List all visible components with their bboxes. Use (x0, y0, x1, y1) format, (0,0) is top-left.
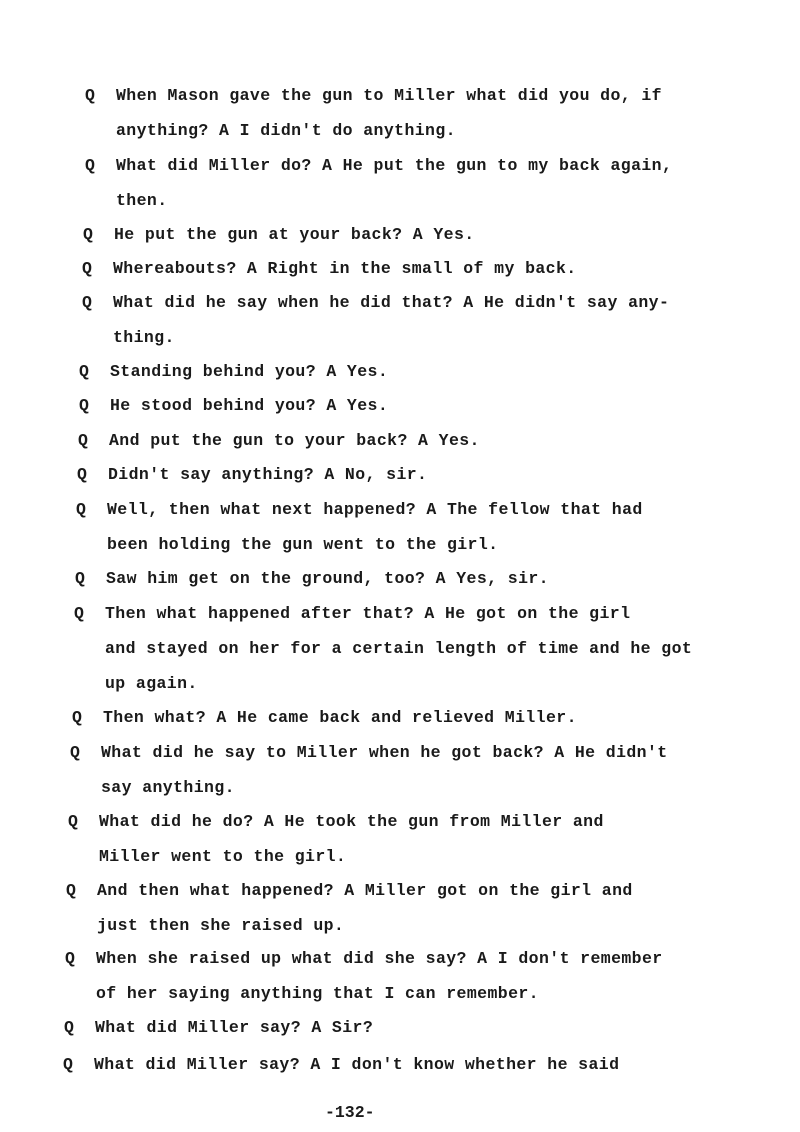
transcript-line: And then what happened? A Miller got on the girl and (97, 881, 633, 900)
transcript-line: When Mason gave the gun to Miller what did you do, if (116, 86, 662, 105)
transcript-line: What did Miller do? A He put the gun to my back again, (116, 156, 673, 175)
transcript-line: just then she raised up. (97, 916, 345, 935)
question-marker: Q (78, 431, 89, 450)
question-marker: Q (82, 293, 93, 312)
question-marker: Q (76, 500, 87, 519)
transcript-line: What did he do? A He took the gun from Miller and (99, 812, 604, 831)
transcript-line: and stayed on her for a certain length of time and he got (105, 639, 693, 658)
transcript-line: He stood behind you? A Yes. (110, 396, 389, 415)
question-marker: Q (66, 881, 77, 900)
transcript-line: Then what happened after that? A He got on the girl (105, 604, 631, 623)
question-marker: Q (64, 1018, 75, 1037)
question-marker: Q (77, 465, 88, 484)
transcript-line: Miller went to the girl. (99, 847, 347, 866)
question-marker: Q (85, 86, 96, 105)
transcript-line: Well, then what next happened? A The fellow that had (107, 500, 643, 519)
page-number: -132- (325, 1103, 375, 1122)
transcript-line: of her saying anything that I can remember. (96, 984, 539, 1003)
question-marker: Q (70, 743, 81, 762)
question-marker: Q (75, 569, 86, 588)
transcript-line: What did Miller say? A I don't know whether he said (94, 1055, 620, 1074)
question-marker: Q (83, 225, 94, 244)
transcript-line: Saw him get on the ground, too? A Yes, sir. (106, 569, 549, 588)
transcript-line: up again. (105, 674, 198, 693)
question-marker: Q (82, 259, 93, 278)
transcript-line: What did he say when he did that? A He didn't say any- (113, 293, 670, 312)
question-marker: Q (72, 708, 83, 727)
transcript-line: When she raised up what did she say? A I don't remember (96, 949, 663, 968)
question-marker: Q (85, 156, 96, 175)
transcript-line: Then what? A He came back and relieved Miller. (103, 708, 577, 727)
transcript-line: Standing behind you? A Yes. (110, 362, 389, 381)
transcript-line: been holding the gun went to the girl. (107, 535, 499, 554)
transcript-line: What did Miller say? A Sir? (95, 1018, 374, 1037)
transcript-line: then. (116, 191, 168, 210)
transcript-line: thing. (113, 328, 175, 347)
transcript-line: What did he say to Miller when he got back? A He didn't (101, 743, 668, 762)
question-marker: Q (68, 812, 79, 831)
transcript-line: say anything. (101, 778, 235, 797)
transcript-line: Didn't say anything? A No, sir. (108, 465, 428, 484)
question-marker: Q (79, 362, 90, 381)
question-marker: Q (65, 949, 76, 968)
transcript-line: anything? A I didn't do anything. (116, 121, 456, 140)
question-marker: Q (63, 1055, 74, 1074)
transcript-line: Whereabouts? A Right in the small of my back. (113, 259, 577, 278)
question-marker: Q (79, 396, 90, 415)
question-marker: Q (74, 604, 85, 623)
transcript-line: And put the gun to your back? A Yes. (109, 431, 480, 450)
transcript-line: He put the gun at your back? A Yes. (114, 225, 475, 244)
